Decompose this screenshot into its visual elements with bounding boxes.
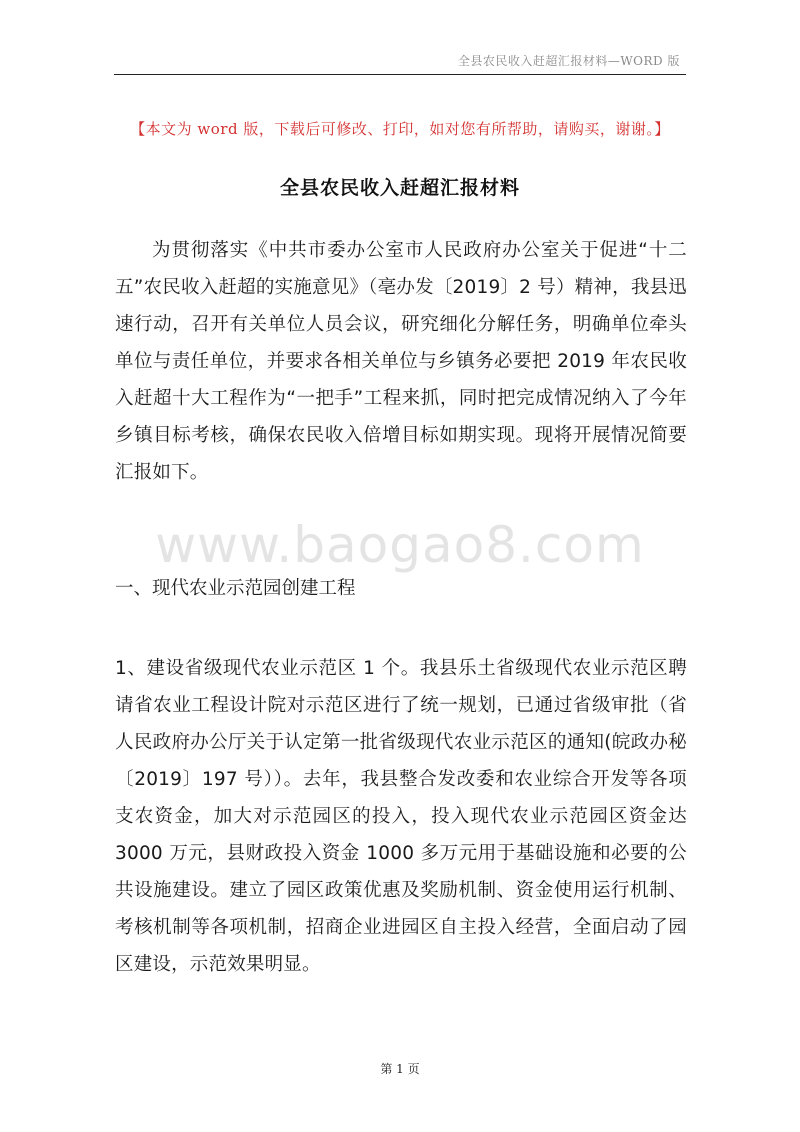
watermark: www.baogao8.com (155, 516, 645, 574)
purchase-notice: 【本文为 word 版，下载后可修改、打印，如对您有所帮助，请购买，谢谢。】 (130, 120, 670, 138)
document-title: 全县农民收入赶超汇报材料 (279, 177, 520, 199)
header-divider (114, 74, 686, 75)
section-heading: 一、现代农业示范园创建工程 (115, 578, 356, 599)
running-header: 全县农民收入赶超汇报材料—WORD 版 (457, 54, 680, 68)
page-number: 第 1 页 (380, 1062, 420, 1076)
paragraph-section-1: 1、建设省级现代农业示范区 1 个。我县乐土省级现代农业示范区聘请省农业工程设计院对示范区进行了统一规划，已通过省级审批（省人民政府办公厅关于认定第一批省级现代农业示范区的通知(皖政办秘〔2019〕197 号））。去年，我县整合发改委和农业综合开发等各项支农资金，加大对示范园区的投入，投入现代农业示范园区资金达 3000 万元，县财政投入资金 1000 多万元用于基础设施和必要的公共设施建设。建立了园区政策优惠及奖励机制、资金使用运行机制、考核机制等各项机制，招商企业进园区自主投入经营，全面启动了园区建设，示范效果明显。 (115, 658, 687, 975)
paragraph-intro: 为贯彻落实《中共市委办公室市人民政府办公室关于促进“十二五”农民收入赶超的实施意见》（亳办发〔2019〕2 号）精神，我县迅速行动，召开有关单位人员会议，研究细化分解任务，明确单位牵头单位与责任单位，并要求各相关单位与乡镇务必要把 2019 年农民收入赶超十大工程作为“一把手”工程来抓，同时把完成情况纳入了今年乡镇目标考核，确保农民收入倍增目标如期实现。现将开展情况简要汇报如下。 (115, 240, 687, 483)
